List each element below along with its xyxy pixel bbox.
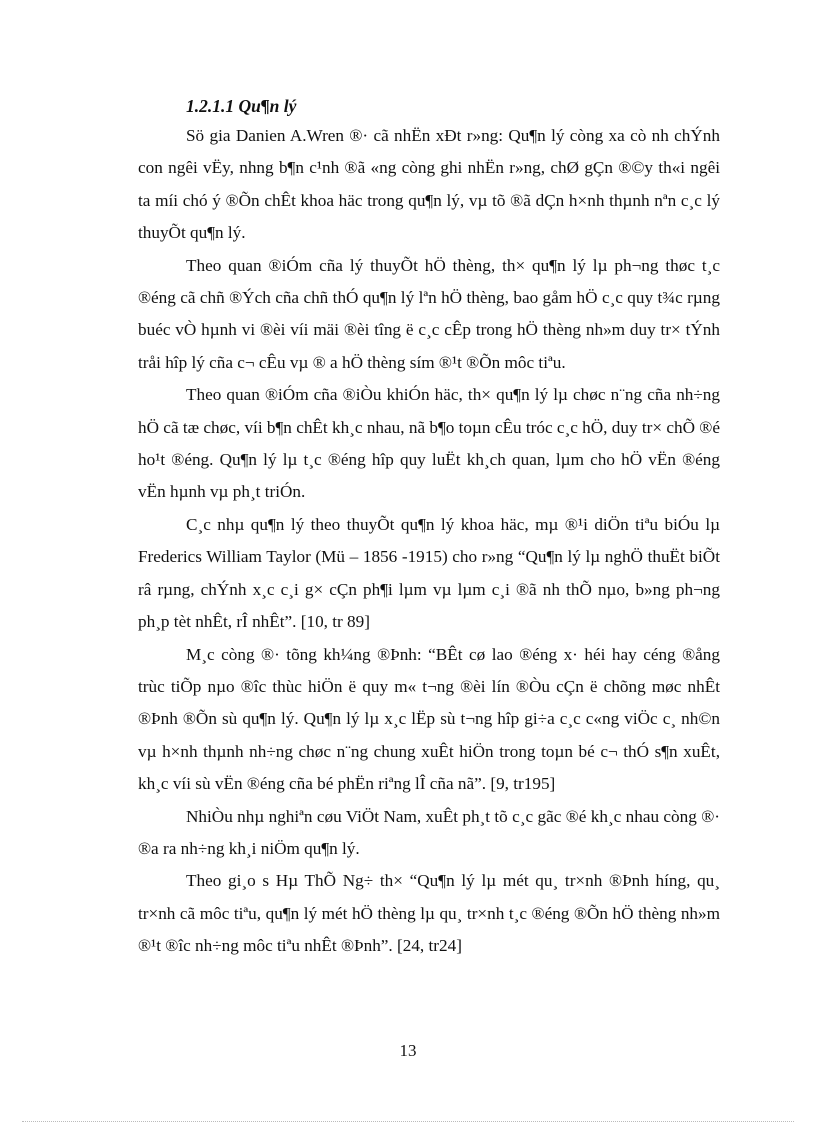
- paragraph-1: Sö gia Danien A.Wren ®· cã nhËn xÐt r»ng: Qu¶n lý còng xa cò nh chÝnh con ngêi vËy, nhng b¶n c¹nh ®ã «ng còng ghi nhËn r»ng, chØ gÇn ®©y th«i ngêi ta míi chó ý ®Õn chÊt khoa häc trong qu¶n lý, vµ tõ ®ã dÇn h×nh thµnh nªn c¸c lý thuyÕt qu¶n lý.: [138, 126, 720, 243]
- paragraph-5: M¸c còng ®· tõng kh¼ng ®Þnh: “BÊt cø lao ®éng x· héi hay céng ®ång trùc tiÕp nµo ®îc thùc hiÖn ë quy m« t¬ng ®èi lín ®Òu cÇn ë chõng møc nhÊt ®Þnh ®Õn sù qu¶n lý. Qu¶n lý lµ x¸c lËp sù t¬ng hîp gi÷a c¸c c«ng viÖc c¸ nh©n vµ h×nh thµnh nh÷ng chøc n¨ng chung xuÊt hiÖn trong toµn bé c¬ thÓ s¶n xuÊt, kh¸c víi sù vËn ®éng cña bé phËn riªng lÎ cña nã”. [9, tr195]: [138, 644, 720, 794]
- section-heading: 1.2.1.1 Qu¶n lý: [186, 96, 297, 116]
- page-content: [138, 92, 720, 963]
- paragraph-6: NhiÒu nhµ nghiªn cøu ViÖt Nam, xuÊt ph¸t tõ c¸c gãc ®é kh¸c nhau còng ®· ®a ra nh÷ng kh¸i niÖm qu¶n lý.: [138, 806, 720, 858]
- paragraph-2: Theo quan ®iÓm cña lý thuyÕt hÖ thèng, th× qu¶n lý lµ ph¬ng thøc t¸c ®éng cã chñ ®Ých cña chñ thÓ qu¶n lý lªn hÖ thèng, bao gåm hÖ c¸c quy t¾c rµng buéc vÒ hµnh vi ®èi víi mäi ®èi tîng ë c¸c cÊp trong hÖ thèng nh»m duy tr× tÝnh tråi hîp lý cña c¬ cÊu vµ ® a hÖ thèng sím ®¹t ®Õn môc tiªu.: [138, 255, 720, 372]
- page-bottom-divider: [22, 1121, 794, 1122]
- paragraph-3: Theo quan ®iÓm cña ®iÒu khiÓn häc, th× qu¶n lý lµ chøc n¨ng cña nh÷ng hÖ cã tæ chøc, víi b¶n chÊt kh¸c nhau, nã b¶o toµn cÊu tróc c¸c hÖ, duy tr× chÕ ®é ho¹t ®éng. Qu¶n lý lµ t¸c ®éng hîp quy luËt kh¸ch quan, lµm cho hÖ vËn ®éng vËn hµnh vµ ph¸t triÓn.: [138, 385, 720, 502]
- page-number: 13: [399, 1041, 417, 1060]
- paragraph-4: C¸c nhµ qu¶n lý theo thuyÕt qu¶n lý khoa häc, mµ ®¹i diÖn tiªu biÓu lµ Frederics William Taylor (Mü – 1856 -1915) cho r»ng “Qu¶n lý lµ nghÖ thuËt biÕt râ rµng, chÝnh x¸c c¸i g× cÇn ph¶i lµm vµ lµm c¸i ®ã nh thÕ nµo, b»ng ph¬ng ph¸p tèt nhÊt, rÎ nhÊt”. [10, tr 89]: [138, 514, 720, 632]
- paragraph-7: Theo gi¸o s Hµ ThÕ Ng÷ th× “Qu¶n lý lµ mét qu¸ tr×nh ®Þnh híng, qu¸ tr×nh cã môc tiªu, qu¶n lý mét hÖ thèng lµ qu¸ tr×nh t¸c ®éng ®Õn hÖ thèng nh»m ®¹t ®îc nh÷ng môc tiªu nhÊt ®Þnh”. [24, tr24]: [138, 871, 720, 956]
